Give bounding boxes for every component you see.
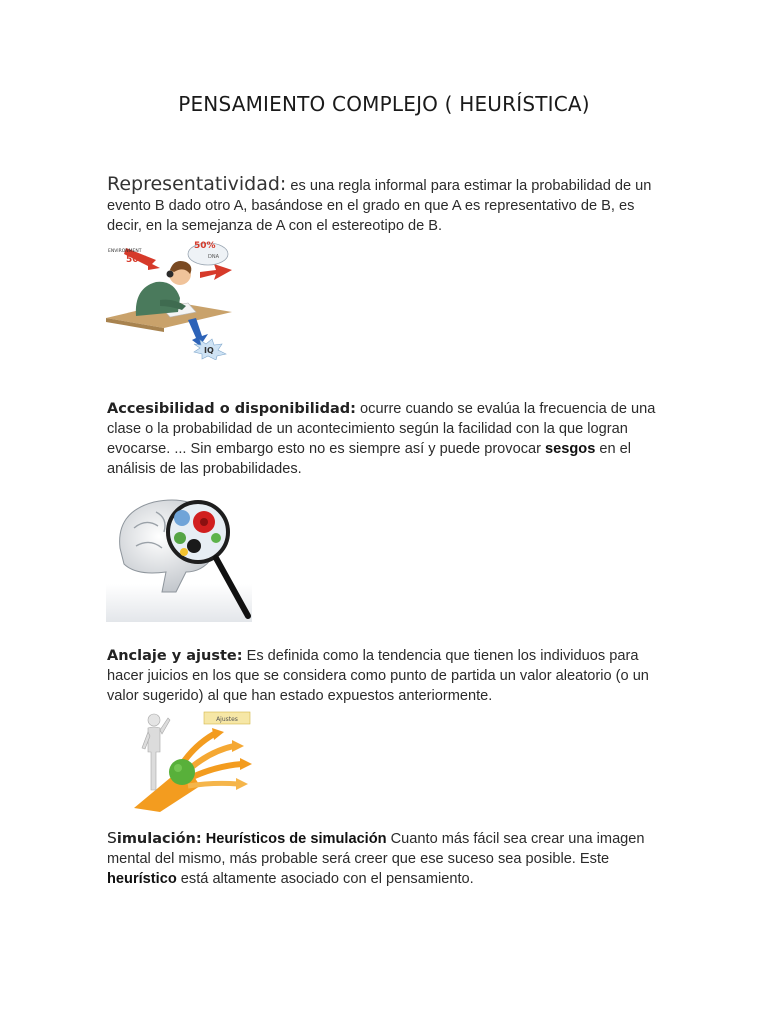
label-environment: ENVIRONMENT [108, 249, 142, 254]
green-gear-icon [174, 532, 186, 544]
section-body: ocurre cuando se evalúa la frecuencia de una clase o la probabilidad de un acontecimiento según la facilidad con la que logran evocarse. ... Sin embargo esto no es siempre así y puede provocar [107, 401, 656, 457]
orange-arrow-icon [212, 728, 224, 740]
section-heading: Representatividad: [107, 173, 287, 195]
orange-arrow-icon [240, 758, 252, 770]
figure-arrows-icon [130, 708, 260, 812]
section-body: en el análisis de las probabilidades. [107, 441, 632, 477]
green-ball-icon [169, 759, 195, 785]
section-heading-initial: S [107, 829, 117, 847]
orange-arrow-icon [232, 740, 244, 752]
label-50-left: 50% [126, 255, 148, 265]
blue-gear-icon [174, 510, 190, 526]
section-anclaje [107, 646, 667, 706]
label-ajustes: Ajustes [216, 716, 238, 723]
section-body: Cuanto más fácil sea crear una imagen mental del mismo, más probable será creer que ese suceso sea posible. Este [107, 831, 645, 867]
section-body: está altamente asociado con el pensamiento. [176, 871, 474, 887]
student-studying-illustration [104, 236, 240, 360]
page-title: PENSAMIENTO COMPLEJO ( HEURÍSTICA) [178, 92, 590, 116]
orange-arrow-icon [236, 778, 248, 790]
black-gear-icon [187, 539, 201, 553]
section-representatividad [107, 174, 667, 236]
brain-gears-magnifier-illustration [106, 488, 252, 622]
section-bold-term: heurístico [107, 871, 177, 887]
section-accesibilidad [107, 399, 667, 479]
section-simulacion [107, 828, 667, 889]
section-body: Es definida como la tendencia que tienen los individuos para hacer juicios en los que se considera como punto de partida un valor aleatorio (o un valor sugerido) al que han estado expuestos anteriormente. [107, 648, 649, 704]
label-iq: IQ [204, 346, 214, 355]
section-body: es una regla informal para estimar la probabilidad de un evento B dado otro A, basándose en el grado en que A es representativo de B, es decir, en la semejanza de A con el estereotipo de B. [107, 178, 652, 234]
section-subheading: Heurísticos de simulación [201, 831, 387, 847]
section-heading: imulación: [116, 831, 202, 847]
section-heading: Anclaje y ajuste: [107, 648, 243, 664]
figure-arrows-illustration [130, 708, 260, 812]
blue-arrow-icon [188, 318, 208, 346]
red-arrow-icon [200, 264, 232, 280]
label-50-right: 50% [194, 241, 216, 251]
section-bold-term: sesgos [545, 441, 596, 457]
student-studying-icon [104, 236, 240, 360]
section-heading: Accesibilidad o disponibilidad: [107, 401, 356, 417]
label-dna: DNA [208, 254, 220, 260]
brain-gears-icon [106, 488, 252, 622]
